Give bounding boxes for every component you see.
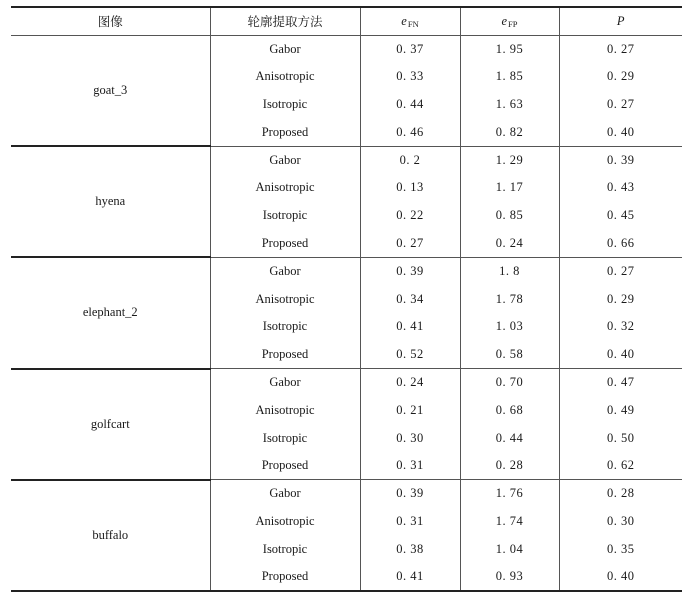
efp-value-cell: 1. 76 — [460, 480, 559, 508]
efn-value-cell: 0. 34 — [360, 285, 460, 313]
efp-value-cell: 1. 78 — [460, 285, 559, 313]
method-cell: Gabor — [210, 146, 360, 174]
method-cell: Gabor — [210, 35, 360, 63]
header-row — [11, 7, 682, 35]
p-value-cell: 0. 27 — [559, 91, 682, 119]
p-value-cell: 0. 29 — [559, 63, 682, 91]
efp-value-cell: 0. 58 — [460, 341, 559, 369]
efn-value-cell: 0. 30 — [360, 424, 460, 452]
efp-value-cell: 1. 17 — [460, 174, 559, 202]
efp-value-cell: 0. 28 — [460, 452, 559, 480]
header-efp-symbol: e — [501, 13, 508, 28]
header-efp-subscript: FP — [508, 18, 518, 29]
header-p — [559, 7, 682, 35]
header-efn-symbol: e — [401, 13, 407, 28]
efn-value-cell: 0. 41 — [360, 563, 460, 591]
efn-value-cell: 0. 37 — [360, 35, 460, 63]
table-row — [11, 257, 682, 285]
method-cell: Proposed — [210, 563, 360, 591]
efp-value-cell: 1. 8 — [460, 257, 559, 285]
method-cell: Proposed — [210, 118, 360, 146]
header-p-symbol: P — [616, 13, 625, 28]
efp-value-cell: 0. 44 — [460, 424, 559, 452]
method-cell: Gabor — [210, 369, 360, 397]
efn-value-cell: 0. 44 — [360, 91, 460, 119]
method-cell: Proposed — [210, 452, 360, 480]
p-value-cell: 0. 27 — [559, 35, 682, 63]
method-cell: Proposed — [210, 230, 360, 258]
efp-value-cell: 0. 24 — [460, 230, 559, 258]
efp-value-cell: 0. 70 — [460, 369, 559, 397]
table-row — [11, 369, 682, 397]
p-value-cell: 0. 39 — [559, 146, 682, 174]
efn-value-cell: 0. 2 — [360, 146, 460, 174]
method-cell: Gabor — [210, 257, 360, 285]
p-value-cell: 0. 43 — [559, 174, 682, 202]
efn-value-cell: 0. 41 — [360, 313, 460, 341]
efp-value-cell: 0. 85 — [460, 202, 559, 230]
method-cell: Anisotropic — [210, 174, 360, 202]
method-cell: Anisotropic — [210, 63, 360, 91]
efn-value-cell: 0. 46 — [360, 118, 460, 146]
efp-value-cell: 1. 29 — [460, 146, 559, 174]
p-value-cell: 0. 30 — [559, 508, 682, 536]
efn-value-cell: 0. 13 — [360, 174, 460, 202]
header-efn — [360, 7, 460, 35]
efn-value-cell: 0. 31 — [360, 508, 460, 536]
image-name-cell: buffalo — [11, 480, 210, 591]
efn-value-cell: 0. 33 — [360, 63, 460, 91]
efp-value-cell: 0. 93 — [460, 563, 559, 591]
method-cell: Isotropic — [210, 202, 360, 230]
efn-value-cell: 0. 27 — [360, 230, 460, 258]
p-value-cell: 0. 47 — [559, 369, 682, 397]
efn-value-cell: 0. 24 — [360, 369, 460, 397]
efp-value-cell: 0. 82 — [460, 118, 559, 146]
results-table — [11, 6, 682, 592]
p-value-cell: 0. 28 — [559, 480, 682, 508]
efn-value-cell: 0. 22 — [360, 202, 460, 230]
image-name-cell: elephant_2 — [11, 257, 210, 368]
table-body — [11, 35, 682, 591]
method-cell: Anisotropic — [210, 508, 360, 536]
efp-value-cell: 1. 03 — [460, 313, 559, 341]
p-value-cell: 0. 40 — [559, 341, 682, 369]
table-header — [11, 7, 682, 35]
table-row — [11, 146, 682, 174]
p-value-cell: 0. 29 — [559, 285, 682, 313]
p-value-cell: 0. 50 — [559, 424, 682, 452]
header-image: 图像 — [11, 7, 210, 35]
efp-value-cell: 0. 68 — [460, 396, 559, 424]
efp-value-cell: 1. 04 — [460, 535, 559, 563]
p-value-cell: 0. 62 — [559, 452, 682, 480]
p-value-cell: 0. 40 — [559, 563, 682, 591]
method-cell: Anisotropic — [210, 396, 360, 424]
efp-value-cell: 1. 95 — [460, 35, 559, 63]
efp-value-cell: 1. 63 — [460, 91, 559, 119]
p-value-cell: 0. 49 — [559, 396, 682, 424]
efn-value-cell: 0. 39 — [360, 480, 460, 508]
header-efp — [460, 7, 559, 35]
image-name-cell: hyena — [11, 146, 210, 257]
table-row — [11, 35, 682, 63]
image-name-cell: goat_3 — [11, 35, 210, 146]
method-cell: Anisotropic — [210, 285, 360, 313]
image-name-cell: golfcart — [11, 369, 210, 480]
efp-value-cell: 1. 74 — [460, 508, 559, 536]
method-cell: Gabor — [210, 480, 360, 508]
p-value-cell: 0. 35 — [559, 535, 682, 563]
method-cell: Isotropic — [210, 91, 360, 119]
p-value-cell: 0. 32 — [559, 313, 682, 341]
efn-value-cell: 0. 52 — [360, 341, 460, 369]
header-method: 轮廓提取方法 — [210, 7, 360, 35]
efn-value-cell: 0. 38 — [360, 535, 460, 563]
p-value-cell: 0. 66 — [559, 230, 682, 258]
header-efn-subscript: FN — [407, 18, 419, 29]
efn-value-cell: 0. 39 — [360, 257, 460, 285]
method-cell: Isotropic — [210, 424, 360, 452]
method-cell: Isotropic — [210, 535, 360, 563]
method-cell: Proposed — [210, 341, 360, 369]
table-row — [11, 480, 682, 508]
efn-value-cell: 0. 21 — [360, 396, 460, 424]
p-value-cell: 0. 40 — [559, 118, 682, 146]
efp-value-cell: 1. 85 — [460, 63, 559, 91]
method-cell: Isotropic — [210, 313, 360, 341]
efn-value-cell: 0. 31 — [360, 452, 460, 480]
p-value-cell: 0. 27 — [559, 257, 682, 285]
p-value-cell: 0. 45 — [559, 202, 682, 230]
